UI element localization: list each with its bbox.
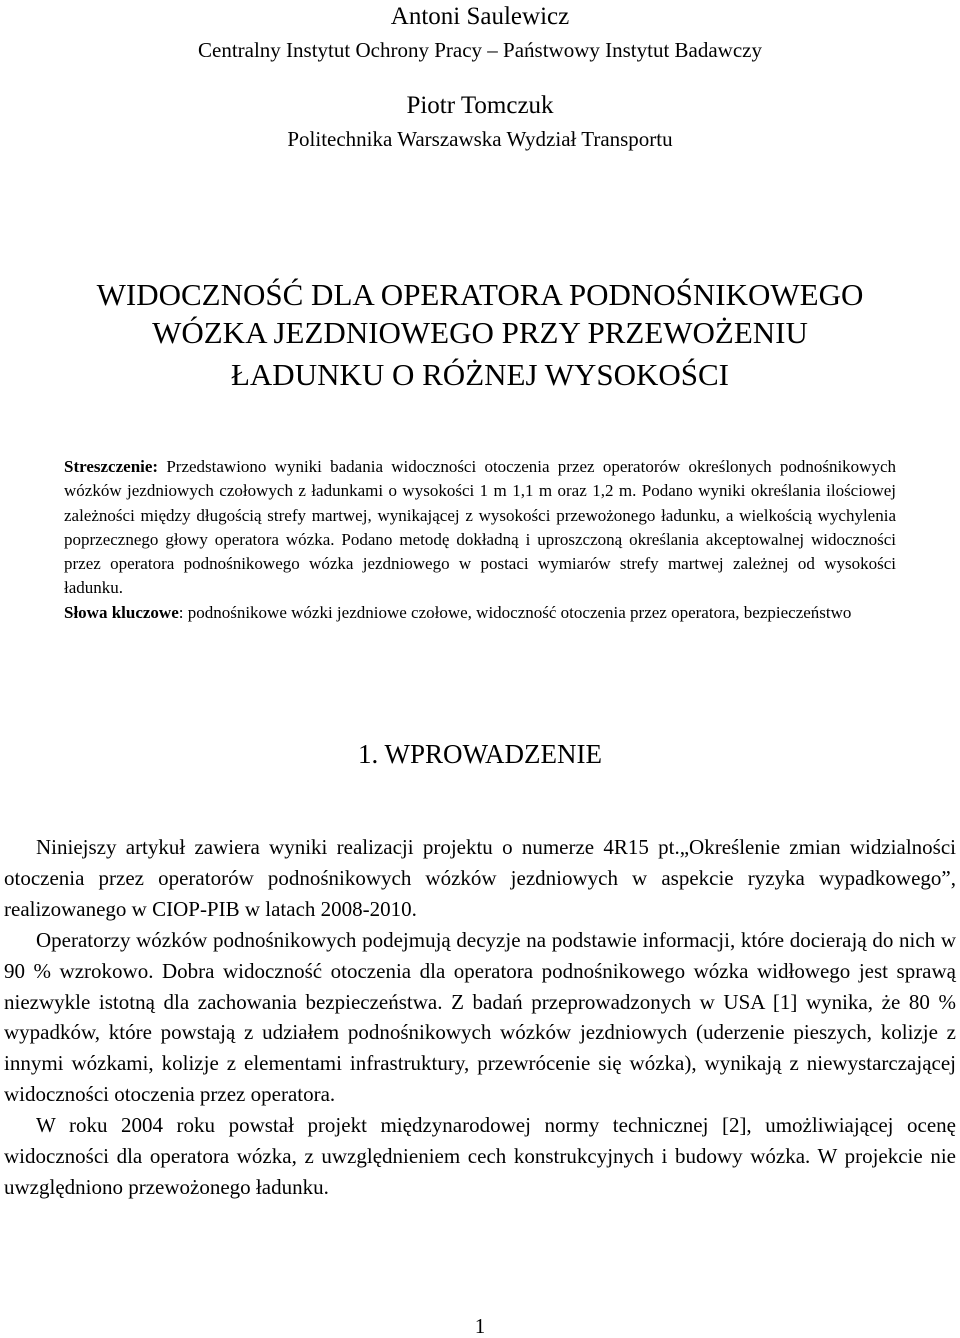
author-affiliation-2: Politechnika Warszawska Wydział Transportu: [287, 127, 673, 151]
paper-title-line-2: WÓZKA JEZDNIOWEGO PRZY PRZEWOŻENIU: [152, 315, 808, 350]
author-name-1: Antoni Saulewicz: [390, 3, 570, 30]
keywords-paragraph: [64, 601, 896, 625]
page-number: 1: [474, 1314, 486, 1338]
author-name-2: Piotr Tomczuk: [406, 92, 554, 119]
abstract-label: Streszczenie:: [64, 457, 159, 476]
author-affiliation-1: Centralny Instytut Ochrony Pracy – Państwowy Instytut Badawczy: [198, 38, 762, 62]
body-paragraph-1: Niniejszy artykuł zawiera wyniki realizacji projektu o numerze 4R15 pt.„Określenie zmian widzialności otoczenia przez operatorów podnośnikowych wózków jezdniowych w aspekcie ryzyka wypadkowego”, realizowanego w CIOP-PIB w latach 2008-2010.: [4, 835, 956, 921]
body-paragraph-2: Operatorzy wózków podnośnikowych podejmują decyzje na podstawie informacji, które docierają do nich w 90 % wzrokowo. Dobra widoczność otoczenia dla operatora podnośnikowego wózka widłowego jest sprawą niezwykle istotną dla zachowania bezpieczeństwa. Z badań przeprowadzonych w USA [1] wynika, że 80 % wypadków, które powstają z udziałem podnośnikowych wózków jezdniowych (uderzenie pieszych, kolizje z innymi wózkami, kolizje z elementami infrastruktury, przewrócenie się wózka), wynikają z niewystarczającej widoczności otoczenia przez operatora.: [4, 927, 956, 1107]
abstract-block: [64, 455, 896, 625]
body-text: [4, 832, 956, 1203]
keywords-label: Słowa kluczowe: [64, 602, 179, 622]
paper-title-line-3: ŁADUNKU O RÓŻNEJ WYSOKOŚCI: [230, 357, 729, 392]
abstract-paragraph: [64, 455, 896, 601]
abstract-text: Przedstawiono wyniki badania widoczności otoczenia przez operatorów określonych podnośnikowych wózków jezdniowych czołowych z ładunkami o wysokości 1 m 1,1 m oraz 1,2 m. Podano wyniki określania ilościowej zależności między długością strefy martwej, wynikającej z wysokości przewożonego ładunku, a wielkością wychylenia poprzecznego głowy operatora wózka. Podano metodę dokładną i uproszczoną określania akceptowalnej widoczności przez operatora podnośnikowego wózka jezdniowego w postaci wymiarów strefy martwej zależnej od wysokości ładunku.: [64, 457, 896, 598]
keywords-text: : podnośnikowe wózki jezdniowe czołowe, widoczność otoczenia przez operatora, bezpieczeństwo: [178, 602, 852, 622]
body-paragraph-3: W roku 2004 roku powstał projekt międzynarodowej normy technicznej [2], umożliwiającej ocenę widoczności dla operatora wózka, z uwzględnieniem cech konstrukcyjnych i budowy wózka. W projekcie nie uwzględniono przewożonego ładunku.: [4, 1113, 956, 1199]
section-heading: 1. WPROWADZENIE: [358, 739, 602, 769]
paper-title-line-1: WIDOCZNOŚĆ DLA OPERATORA PODNOŚNIKOWEGO: [96, 277, 864, 312]
